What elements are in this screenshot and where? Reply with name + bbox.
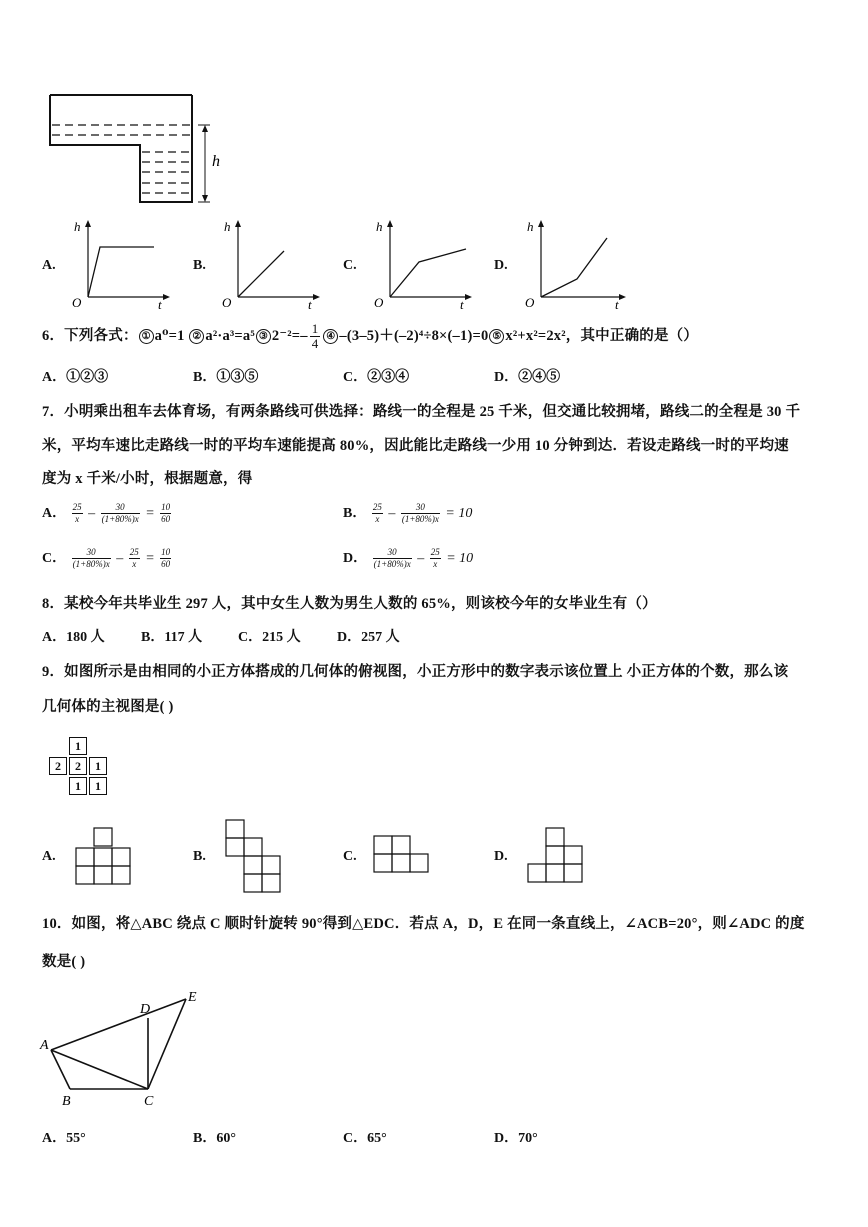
grid-cell: 1 xyxy=(89,757,107,775)
q7-option-a[interactable]: A． $\frac{25}{x}$ – $\frac{30}{(1+80\%)x}$ = $\frac{10}{60}$ xyxy=(42,502,171,525)
grid-cell: 2 xyxy=(49,757,67,775)
grid-cell: 1 xyxy=(69,777,87,795)
q7-option-d[interactable]: D． $\frac{30}{(1+80\%)x}$ – $\frac{25}{x}$ = 10 xyxy=(343,547,474,570)
svg-text:O: O xyxy=(374,295,384,310)
q9-view-d[interactable] xyxy=(526,826,588,888)
q6-option-c[interactable]: C．②③④ xyxy=(343,370,410,385)
svg-text:t: t xyxy=(158,297,162,310)
q10-option-c[interactable]: C．65° xyxy=(343,1131,387,1146)
q8-option-a[interactable]: A．180 人 xyxy=(42,630,105,645)
q10-option-a[interactable]: A．55° xyxy=(42,1131,86,1146)
q6-option-d[interactable]: D．②④⑤ xyxy=(494,370,561,385)
svg-text:t: t xyxy=(308,297,312,310)
q5-option-c-label[interactable]: C. xyxy=(343,258,357,273)
q9-option-b-label[interactable]: B. xyxy=(193,849,206,864)
q6-option-a[interactable]: A．①②③ xyxy=(42,370,109,385)
q10-stem-line1: 10．如图，将△ABC 绕点 C 顺时针旋转 90°得到△EDC．若点 A，D，E 在同一条直线上，∠ACB=20°，则∠ADC 的度 xyxy=(42,916,805,932)
triangle-figure xyxy=(36,985,216,1110)
grid-cell: 2 xyxy=(69,757,87,775)
q5-option-b-label[interactable]: B. xyxy=(193,258,206,273)
point-d-label: D xyxy=(140,1002,151,1017)
svg-text:h: h xyxy=(224,219,231,234)
svg-text:t: t xyxy=(615,297,619,310)
q5-graph-c[interactable] xyxy=(364,215,474,310)
q7-stem-line2: 米，平均车速比走路线一时的平均车速能提高 80%，因此能比走路线一少用 10 分钟到达．若设走路线一时的平均速 xyxy=(42,438,789,454)
q7-option-c[interactable]: C． $\frac{30}{(1+80\%)x}$ – $\frac{25}{x}$ = $\frac{10}{60}$ xyxy=(42,547,171,570)
svg-text:t: t xyxy=(460,297,464,310)
q7-option-b[interactable]: B． $\frac{25}{x}$ – $\frac{30}{(1+80\%)x}$ = 10 xyxy=(343,502,473,525)
svg-text:O: O xyxy=(222,295,232,310)
q10-option-b[interactable]: B．60° xyxy=(193,1131,236,1146)
point-a-label: A xyxy=(40,1038,49,1053)
q5-graph-d[interactable] xyxy=(515,215,630,310)
svg-text:O: O xyxy=(525,295,535,310)
q9-stem-line1: 9．如图所示是由相同的小正方体搭成的几何体的俯视图，小正方形中的数字表示该位置上 小正方体的个数，那么该 xyxy=(42,664,789,680)
q5-graph-a[interactable] xyxy=(62,215,172,310)
svg-text:h: h xyxy=(74,219,81,234)
svg-text:h: h xyxy=(376,219,383,234)
q9-view-a[interactable] xyxy=(74,826,134,888)
svg-text:h: h xyxy=(527,219,534,234)
top-view-grid xyxy=(49,737,109,799)
q9-option-d-label[interactable]: D. xyxy=(494,849,508,864)
q8-stem: 8．某校今年共毕业生 297 人，其中女生人数为男生人数的 65%，则该校今年的女毕业生有（） xyxy=(42,596,657,612)
q8-option-d[interactable]: D．257 人 xyxy=(337,630,400,645)
point-e-label: E xyxy=(188,990,197,1005)
svg-text:O: O xyxy=(72,295,82,310)
point-b-label: B xyxy=(62,1094,71,1109)
q8-option-c[interactable]: C．215 人 xyxy=(238,630,301,645)
q6-stem: 6．下列各式： ① a⁰=1 ② a²·a³=a⁵ ③ 2⁻²=– $\frac{1}{4}$ ④ –(3–5)＋(–2)⁴÷8×(–1)=0 ⑤ x²+x²=2x²，其中正确的是（） xyxy=(42,321,699,351)
q9-option-a-label[interactable]: A. xyxy=(42,849,56,864)
q9-option-c-label[interactable]: C. xyxy=(343,849,357,864)
q8-option-b[interactable]: B．117 人 xyxy=(141,630,203,645)
q10-option-d[interactable]: D．70° xyxy=(494,1131,538,1146)
q9-stem-line2: 几何体的主视图是( ) xyxy=(42,699,174,715)
grid-cell: 1 xyxy=(89,777,107,795)
q9-view-b[interactable] xyxy=(224,818,286,898)
q5-graph-b[interactable] xyxy=(212,215,322,310)
q5-option-a-label[interactable]: A. xyxy=(42,258,56,273)
q7-stem-line3: 度为 x 千米/小时，根据题意，得 xyxy=(42,471,253,487)
q5-option-d-label[interactable]: D. xyxy=(494,258,508,273)
q9-view-c[interactable] xyxy=(372,834,434,878)
container-figure xyxy=(40,90,240,210)
h-label: h xyxy=(212,153,220,170)
q6-option-b[interactable]: B．①③⑤ xyxy=(193,370,259,385)
grid-cell: 1 xyxy=(69,737,87,755)
q10-stem-line2: 数是( ) xyxy=(42,954,86,970)
q7-stem-line1: 7．小明乘出租车去体育场，有两条路线可供选择：路线一的全程是 25 千米，但交通比较拥堵，路线二的全程是 30 千 xyxy=(42,404,801,420)
point-c-label: C xyxy=(144,1094,154,1109)
